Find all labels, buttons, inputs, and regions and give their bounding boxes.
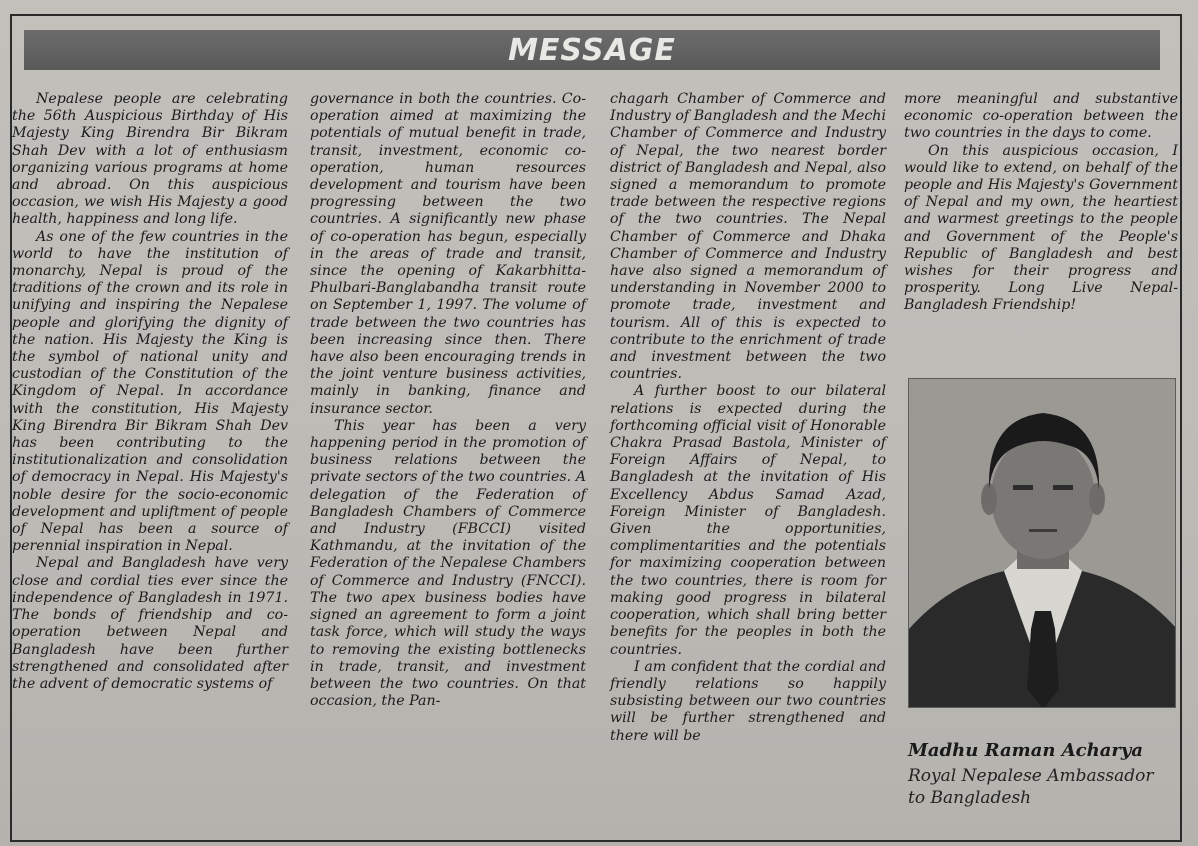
paragraph: As one of the few countries in the world to have the institution of monarchy, Nepal is proud of the traditions of the crown and its role in unifying and inspiring the Nepalese people and glorifying the dignity of the nation. His Majesty the King is the symbol of national unity and custodian of the Constitution of the Kingdom of Nepal. In accordance with the constitution, His Majesty King Birendra Bir Bikram Shah Dev has been contributing to the institutionalization and consolidation of democracy in Nepal. His Majesty's noble desire for the socio-economic development and upliftment of people of Nepal has been a source of perennial inspiration in Nepal. [12, 228, 288, 555]
text-column-3 [610, 91, 886, 745]
paragraph: I am confident that the cordial and friendly relations so happily subsisting between our two countries will be further strengthened and there will be [610, 658, 886, 744]
signatory-title: Royal Nepalese Ambassador [908, 766, 1154, 786]
signatory-title-continued: to Bangladesh [908, 788, 1032, 808]
portrait-photo-icon [908, 378, 1176, 708]
paragraph: A further boost to our bilateral relations is expected during the forthcoming official visit of Honorable Chakra Prasad Bastola, Minister of Foreign Affairs of Nepal, to Bangladesh at the invitation of His Excellency Abdus Samad Azad, Foreign Minister of Bangladesh. Given the opportunities, complimentarities and the potentials for maximizing cooperation between the two countries, there is room for making good progress in bilateral cooperation, which shall bring better benefits for the peoples in both the countries. [610, 383, 886, 658]
paragraph: more meaningful and substantive economic co-operation between the two countries in the days to come. [904, 91, 1178, 142]
text-column-1 [12, 91, 288, 693]
paragraph: chagarh Chamber of Commerce and Industry of Bangladesh and the Mechi Chamber of Commerce and Industry of Nepal, the two nearest border district of Bangladesh and Nepal, also signed a memorandum to promote trade between the respective regions of the two countries. The Nepal Chamber of Commerce and Dhaka Chamber of Commerce and Industry have also signed a memorandum of understanding in November 2000 to promote trade, investment and tourism. All of this is expected to contribute to the enrichment of trade and investment between the two countries. [610, 91, 886, 383]
paragraph: governance in both the countries. Co-operation aimed at maximizing the potentials of mutual benefit in trade, transit, investment, economic co-operation, human resources development and tourism have been progressing between the two countries. A significantly new phase of co-operation has begun, especially in the areas of trade and transit, since the opening of Kakarbhitta-Phulbari-Banglabandha transit route on September 1, 1997. The volume of trade between the two countries has been increasing since then. There have also been encouraging trends in the joint venture business activities, mainly in banking, finance and insurance sector. [310, 91, 586, 417]
paragraph: This year has been a very happening period in the promotion of business relations between the private sectors of the two countries. A delegation of the Federation of Bangladesh Chambers of Commerce and Industry (FBCCI) visited Kathmandu, at the invitation of the Federation of the Nepalese Chambers of Commerce and Industry (FNCCI). The two apex business bodies have signed an agreement to form a joint task force, which will study the ways to removing the existing bottlenecks in trade, transit, and investment between the two countries. On that occasion, the Pan- [310, 417, 586, 710]
portrait-illustration [909, 379, 1176, 708]
paragraph: On this auspicious occasion, I would like to extend, on behalf of the people and His Majesty's Government of Nepal and my own, the heartiest and warmest greetings to the people and Government of the People's Republic of Bangladesh and best wishes for their progress and prosperity. Long Live Nepal-Bangladesh Friendship! [904, 142, 1178, 314]
text-column-2 [310, 91, 586, 710]
signatory-name: Madhu Raman Acharya [908, 740, 1143, 761]
text-column-4 [904, 91, 1178, 315]
message-banner [24, 30, 1160, 70]
paragraph: Nepalese people are celebrating the 56th Auspicious Birthday of His Majesty King Birendra Bir Bikram Shah Dev with a lot of enthusiasm organizing various programs at home and abroad. On this auspicious occasion, we wish His Majesty a good health, happiness and long life. [12, 91, 288, 228]
paragraph: Nepal and Bangladesh have very close and cordial ties ever since the independence of Bangladesh in 1971. The bonds of friendship and co-operation between Nepal and Bangladesh have been further strengthened and consolidated after the advent of democratic systems of [12, 555, 288, 692]
page-title: MESSAGE [508, 32, 676, 68]
